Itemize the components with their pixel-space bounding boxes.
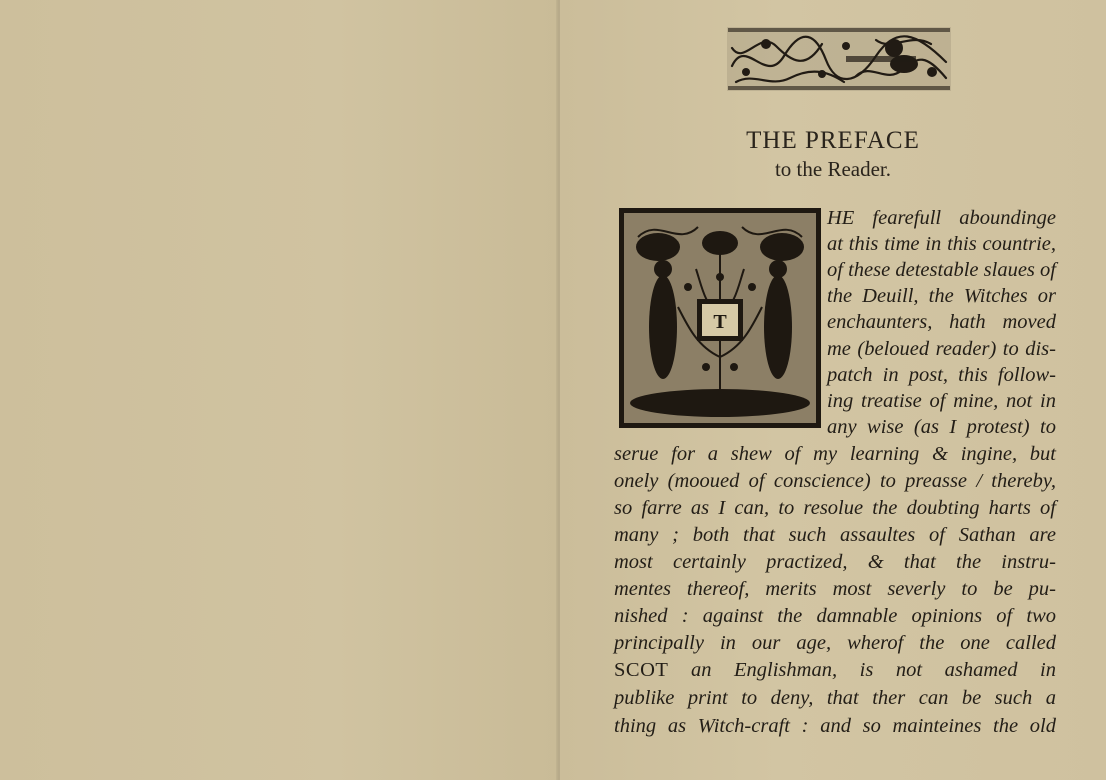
text-line: nished : against the damnable opinions of two [614, 605, 1056, 627]
text-line: onely (mooued of conscience) to preasse / thereby, [614, 470, 1056, 492]
text-line: serue for a shew of my learning & ingine, but [614, 443, 1056, 465]
ornamental-headpiece-icon [726, 26, 952, 92]
text-line: the Deuill, the Witches or [827, 285, 1056, 307]
initial-letter: T [713, 311, 727, 333]
text-line: enchaunters, hath moved [827, 311, 1056, 333]
text-line: thing as Witch-craft : and so mainteines the old [614, 715, 1056, 737]
text-line: any wise (as I protest) to [827, 416, 1056, 438]
text-line: HE fearefull aboundinge [827, 207, 1056, 229]
text-line: many ; both that such assaultes of Sathan are [614, 524, 1056, 546]
text-line: me (beloued reader) to dis- [827, 338, 1056, 360]
preface-title: THE PREFACE [746, 127, 920, 154]
text-line [614, 657, 1056, 683]
woodcut-initial-icon [618, 207, 822, 429]
text-line: mentes thereof, merits most severly to be pu- [614, 578, 1056, 600]
text-line: patch in post, this follow- [827, 364, 1056, 386]
text-line: principally in our age, wherof the one called [614, 632, 1056, 654]
text-segment: an Englishman, is not ashamed in [690, 659, 1056, 681]
text-line: most certainly practized, & that the instru- [614, 551, 1056, 573]
text-line: of these detestable slaues of [827, 259, 1056, 281]
text-line: so farre as I can, to resolue the doubting harts of [614, 497, 1056, 519]
preface-subtitle: to the Reader. [774, 157, 892, 181]
text-line: ing treatise of mine, not in [827, 390, 1056, 412]
scot-name: SCOT [614, 659, 669, 681]
text-line: publike print to deny, that ther can be such a [614, 687, 1056, 709]
text-line: at this time in this countrie, [827, 233, 1056, 255]
